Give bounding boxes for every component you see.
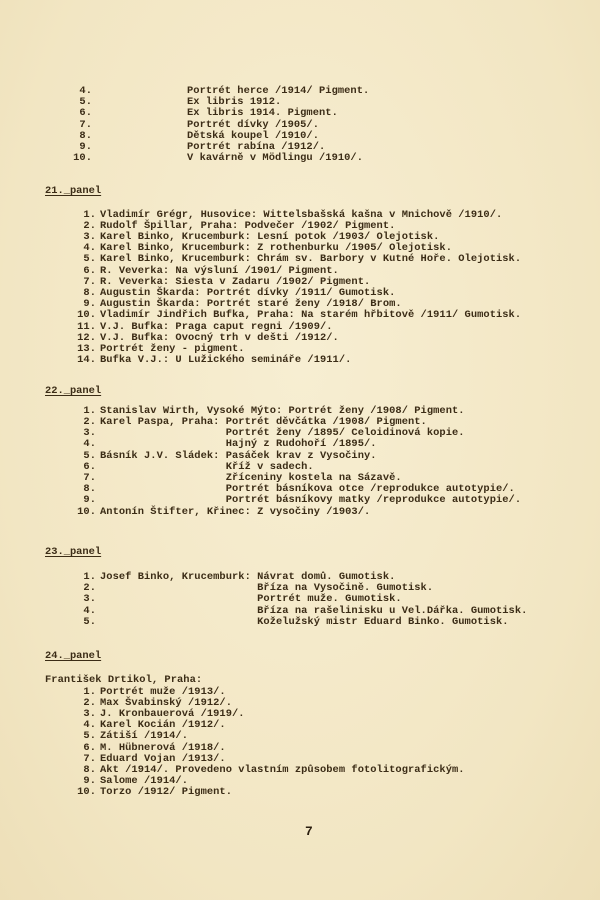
item-text: M. Hübnerová /1918/. [100, 742, 226, 754]
panel-21-heading: 21._panel [45, 185, 102, 197]
item-number: 13. [77, 343, 96, 355]
item-text: Karel Binko, Krucemburk: Chrám sv. Barbory v Kutné Hoře. Olejotisk. [100, 253, 522, 265]
item-text: Vladimír Grégr, Husovice: Wittelsbašská kašna v Mnichově /1910/. [100, 209, 503, 221]
item-number: 2. [83, 416, 96, 428]
item-number: 7. [79, 119, 92, 131]
item-number: 4. [79, 85, 92, 97]
item-text: Akt /1914/. Provedeno vlastním způsobem fotolitografickým. [100, 764, 465, 776]
item-number: 9. [83, 494, 96, 506]
item-text: Max Švabinský /1912/. [100, 697, 232, 709]
item-number: 8. [83, 483, 96, 495]
item-text: Portrét muže. Gumotisk. [100, 593, 402, 605]
item-text: Karel Binko, Krucemburk: Lesní potok /1903/ Olejotisk. [100, 231, 440, 243]
item-text: Zátiší /1914/. [100, 730, 188, 742]
item-text: Portrét rabína /1912/. [187, 141, 326, 153]
item-number: 4. [83, 719, 96, 731]
item-number: 5. [83, 616, 96, 628]
item-text: Zříceniny kostela na Sázavě. [100, 472, 402, 484]
item-number: 1. [83, 405, 96, 417]
item-number: 1. [83, 209, 96, 221]
item-number: 4. [83, 438, 96, 450]
item-number: 1. [83, 571, 96, 583]
item-number: 9. [83, 298, 96, 310]
panel-24-heading: 24._panel [45, 650, 102, 662]
item-number: 10. [77, 309, 96, 321]
item-text: Portrét ženy - pigment. [100, 343, 245, 355]
item-text: Básník J.V. Sládek: Pasáček krav z Vysočiny. [100, 450, 377, 462]
panel-22-heading: 22._panel [45, 385, 102, 397]
item-text: Karel Paspa, Praha: Portrét děvčátka /1908/ Pigment. [100, 416, 427, 428]
item-text: J. Kronbauerová /1919/. [100, 708, 245, 720]
item-number: 7. [83, 753, 96, 765]
item-text: Portrét muže /1913/. [100, 686, 226, 698]
item-number: 4. [83, 605, 96, 617]
item-text: Torzo /1912/ Pigment. [100, 786, 232, 798]
item-number: 2. [83, 697, 96, 709]
item-number: 7. [83, 472, 96, 484]
item-number: 9. [79, 141, 92, 153]
item-number: 5. [83, 730, 96, 742]
item-number: 1. [83, 686, 96, 698]
item-text: Portrét herce /1914/ Pigment. [187, 85, 370, 97]
item-text: Dětská koupel /1910/. [187, 130, 319, 142]
panel-24-author: František Drtikol, Praha: [45, 674, 203, 686]
item-number: 3. [83, 708, 96, 720]
item-text: Eduard Vojan /1913/. [100, 753, 226, 765]
item-text: R. Veverka: Na výsluní /1901/ Pigment. [100, 265, 339, 277]
item-number: 5. [83, 253, 96, 265]
item-text: Koželužský mistr Eduard Binko. Gumotisk. [100, 616, 509, 628]
item-text: Karel Binko, Krucemburk: Z rothenburku /1905/ Olejotisk. [100, 242, 452, 254]
item-number: 8. [83, 764, 96, 776]
item-text: Vladimír Jindřich Bufka, Praha: Na starém hřbitově /1911/ Gumotisk. [100, 309, 522, 321]
item-text: Portrét básníkovy matky /reprodukce autotypie/. [100, 494, 522, 506]
page-number: 7 [305, 824, 313, 839]
item-text: Salome /1914/. [100, 775, 188, 787]
item-number: 3. [83, 231, 96, 243]
item-text: Bufka V.J.: U Lužického semináře /1911/. [100, 354, 352, 366]
item-text: Antonín Štifter, Křinec: Z vysočiny /1903/. [100, 506, 371, 518]
item-number: 2. [83, 582, 96, 594]
item-text: Stanislav Wirth, Vysoké Mýto: Portrét ženy /1908/ Pigment. [100, 405, 465, 417]
item-number: 8. [83, 287, 96, 299]
item-text: Josef Binko, Krucemburk: Návrat domů. Gumotisk. [100, 571, 396, 583]
item-number: 6. [83, 742, 96, 754]
item-text: Hajný z Rudohoří /1895/. [100, 438, 377, 450]
item-text: Augustin Škarda: Portrét dívky /1911/ Gumotisk. [100, 287, 396, 299]
item-text: Kříž v sadech. [100, 461, 314, 473]
item-number: 6. [83, 265, 96, 277]
item-number: 11. [77, 321, 96, 333]
item-text: Bříza na Vysočině. Gumotisk. [100, 582, 434, 594]
item-number: 9. [83, 775, 96, 787]
item-number: 7. [83, 276, 96, 288]
item-number: 4. [83, 242, 96, 254]
item-number: 10. [77, 786, 96, 798]
item-text: Portrét ženy /1895/ Celoidinová kopie. [100, 427, 465, 439]
item-number: 10. [73, 152, 92, 164]
item-number: 5. [83, 450, 96, 462]
item-text: Ex libris 1912. [187, 96, 282, 108]
item-text: Karel Kocián /1912/. [100, 719, 226, 731]
item-text: Bříza na rašelinisku u Vel.Dářka. Gumotisk. [100, 605, 528, 617]
item-text: V kavárně v Mödlingu /1910/. [187, 152, 363, 164]
item-number: 14. [77, 354, 96, 366]
item-number: 3. [83, 427, 96, 439]
item-text: Ex libris 1914. Pigment. [187, 107, 338, 119]
item-text: Portrét básníkova otce /reprodukce autotypie/. [100, 483, 515, 495]
item-number: 8. [79, 130, 92, 142]
item-text: Augustin Škarda: Portrét staré ženy /1918/ Brom. [100, 298, 402, 310]
item-number: 3. [83, 593, 96, 605]
item-text: Rudolf Špillar, Praha: Podvečer /1902/ Pigment. [100, 220, 396, 232]
item-number: 10. [77, 506, 96, 518]
item-number: 6. [79, 107, 92, 119]
item-text: V.J. Bufka: Ovocný trh v dešti /1912/. [100, 332, 339, 344]
item-number: 2. [83, 220, 96, 232]
item-text: R. Veverka: Siesta v Zadaru /1902/ Pigment. [100, 276, 371, 288]
item-number: 6. [83, 461, 96, 473]
item-number: 5. [79, 96, 92, 108]
item-text: V.J. Bufka: Praga caput regni /1909/. [100, 321, 333, 333]
item-text: Portrét dívky /1905/. [187, 119, 319, 131]
item-number: 12. [77, 332, 96, 344]
panel-23-heading: 23._panel [45, 546, 102, 558]
